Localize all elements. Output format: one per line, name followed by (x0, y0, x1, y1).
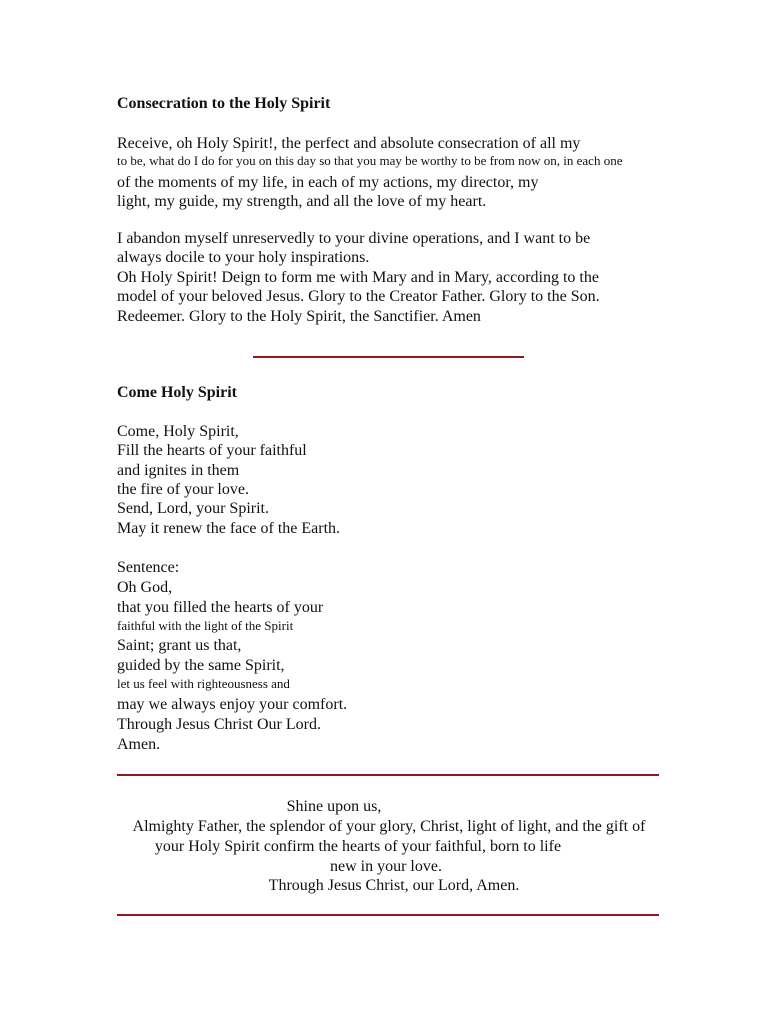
prayer-line-1: Come, Holy Spirit, (117, 423, 239, 440)
prayer-line-8: that you filled the hearts of your (117, 599, 324, 616)
consecration-line-4: light, my guide, my strength, and all the love of my heart. (117, 193, 487, 210)
prayer-line-13: may we always enjoy your comfort. (117, 696, 348, 713)
section-title-consecration: Consecration to the Holy Spirit (117, 95, 331, 112)
consecration-line-9: Redeemer. Glory to the Holy Spirit, the Sanctifier. Amen (117, 308, 481, 325)
section-title-come-holy-spirit: Come Holy Spirit (117, 384, 237, 401)
divider-3 (117, 914, 659, 916)
consecration-line-3: of the moments of my life, in each of my actions, my director, my (117, 174, 539, 191)
blessing-line-4: new in your love. (330, 858, 442, 875)
prayer-line-3: and ignites in them (117, 462, 240, 479)
consecration-line-8: model of your beloved Jesus. Glory to the Creator Father. Glory to the Son. (117, 288, 600, 305)
blessing-line-5: Through Jesus Christ, our Lord, Amen. (268, 877, 520, 894)
prayer-line-15: Amen. (117, 736, 161, 753)
consecration-line-7: Oh Holy Spirit! Deign to form me with Mary and in Mary, according to the (117, 269, 599, 286)
prayer-line-10: Saint; grant us that, (117, 637, 242, 654)
prayer-line-5: Send, Lord, your Spirit. (117, 500, 269, 517)
consecration-line-6: always docile to your holy inspirations. (117, 249, 370, 266)
prayer-line-12: let us feel with righteousness and (117, 676, 290, 691)
consecration-line-1: Receive, oh Holy Spirit!, the perfect and absolute consecration of all my (117, 135, 581, 152)
sentence-label: Sentence: (117, 559, 180, 576)
blessing-line-1: Shine upon us, (286, 798, 382, 815)
prayer-line-2: Fill the hearts of your faithful (117, 442, 307, 459)
consecration-line-2: to be, what do I do for you on this day so that you may be worthy to be from now on, in each one (117, 153, 623, 168)
prayer-line-7: Oh God, (117, 579, 173, 596)
blessing-line-3: your Holy Spirit confirm the hearts of your faithful, born to life (154, 838, 562, 855)
prayer-line-11: guided by the same Spirit, (117, 657, 285, 674)
prayer-line-4: the fire of your love. (117, 481, 249, 498)
divider-1 (253, 356, 524, 358)
prayer-line-9: faithful with the light of the Spirit (117, 618, 294, 633)
divider-2 (117, 774, 659, 776)
prayer-line-6: May it renew the face of the Earth. (117, 520, 341, 537)
prayer-line-14: Through Jesus Christ Our Lord. (117, 716, 321, 733)
consecration-line-5: I abandon myself unreservedly to your divine operations, and I want to be (117, 230, 591, 247)
blessing-line-2: Almighty Father, the splendor of your glory, Christ, light of light, and the gift of (132, 818, 646, 835)
